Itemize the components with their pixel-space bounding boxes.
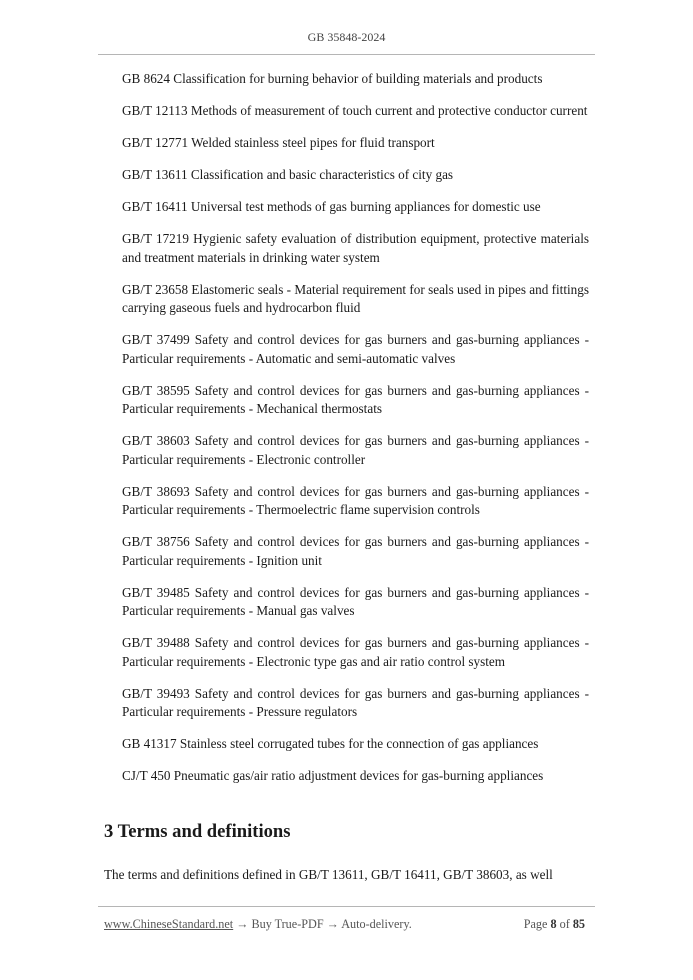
reference-item: GB/T 37499 Safety and control devices for gas burners and gas-burning appliances - Particular requirements - Automatic and semi-automatic valves xyxy=(122,332,589,366)
buy-text: Buy True-PDF xyxy=(251,917,324,931)
reference-item: GB/T 12771 Welded stainless steel pipes for fluid transport xyxy=(122,135,435,150)
page-number: 8 xyxy=(550,917,557,931)
total-pages: 85 xyxy=(572,917,585,931)
arrow-right-icon: → xyxy=(236,917,249,931)
reference-item: GB/T 17219 Hygienic safety evaluation of distribution equipment, protective materials and treatment materials in drinking water system xyxy=(122,231,589,265)
section-paragraph: The terms and definitions defined in GB/T 13611, GB/T 16411, GB/T 38603, as well xyxy=(104,867,553,882)
of-label: of xyxy=(559,917,570,931)
reference-item: GB 41317 Stainless steel corrugated tubes for the connection of gas appliances xyxy=(122,736,539,751)
reference-item: GB/T 38595 Safety and control devices for gas burners and gas-burning appliances - Particular requirements - Mechanical thermostats xyxy=(122,382,589,416)
reference-item: CJ/T 450 Pneumatic gas/air ratio adjustment devices for gas-burning appliances xyxy=(122,768,544,783)
page-indicator xyxy=(524,917,585,932)
reference-item: GB/T 12113 Methods of measurement of touch current and protective conductor current xyxy=(122,103,588,118)
header-divider xyxy=(98,54,595,55)
footer-divider xyxy=(98,906,595,907)
footer-promo xyxy=(104,917,412,932)
page-header: GB 35848-2024 xyxy=(307,30,386,44)
page-label: Page xyxy=(523,917,548,931)
delivery-text: Auto-delivery. xyxy=(341,917,412,931)
reference-item: GB/T 38603 Safety and control devices for gas burners and gas-burning appliances - Particular requirements - Electronic controller xyxy=(122,433,589,467)
reference-item: GB/T 13611 Classification and basic characteristics of city gas xyxy=(122,167,454,182)
reference-item: GB/T 38756 Safety and control devices for gas burners and gas-burning appliances - Particular requirements - Ignition unit xyxy=(122,534,589,568)
normative-references-list xyxy=(122,70,589,799)
chinesestandard-link[interactable]: www.ChineseStandard.net xyxy=(104,917,234,931)
reference-item: GB/T 39485 Safety and control devices for gas burners and gas-burning appliances - Particular requirements - Manual gas valves xyxy=(122,584,589,618)
reference-item: GB/T 38693 Safety and control devices for gas burners and gas-burning appliances - Particular requirements - Thermoelectric flame supervision controls xyxy=(122,483,589,517)
reference-item: GB 8624 Classification for burning behavior of building materials and products xyxy=(122,71,543,86)
reference-item: GB/T 23658 Elastomeric seals - Material requirement for seals used in pipes and fittings carrying gaseous fuels and hydrocarbon fluid xyxy=(122,281,589,315)
reference-item: GB/T 39488 Safety and control devices for gas burners and gas-burning appliances - Particular requirements - Electronic type gas and air ratio control system xyxy=(122,635,589,669)
section-heading: 3 Terms and definitions xyxy=(104,821,291,842)
page-footer xyxy=(104,917,585,932)
reference-item: GB/T 16411 Universal test methods of gas burning appliances for domestic use xyxy=(122,199,541,214)
arrow-right-icon: → xyxy=(326,917,339,931)
reference-item: GB/T 39493 Safety and control devices for gas burners and gas-burning appliances - Particular requirements - Pressure regulators xyxy=(122,685,589,719)
